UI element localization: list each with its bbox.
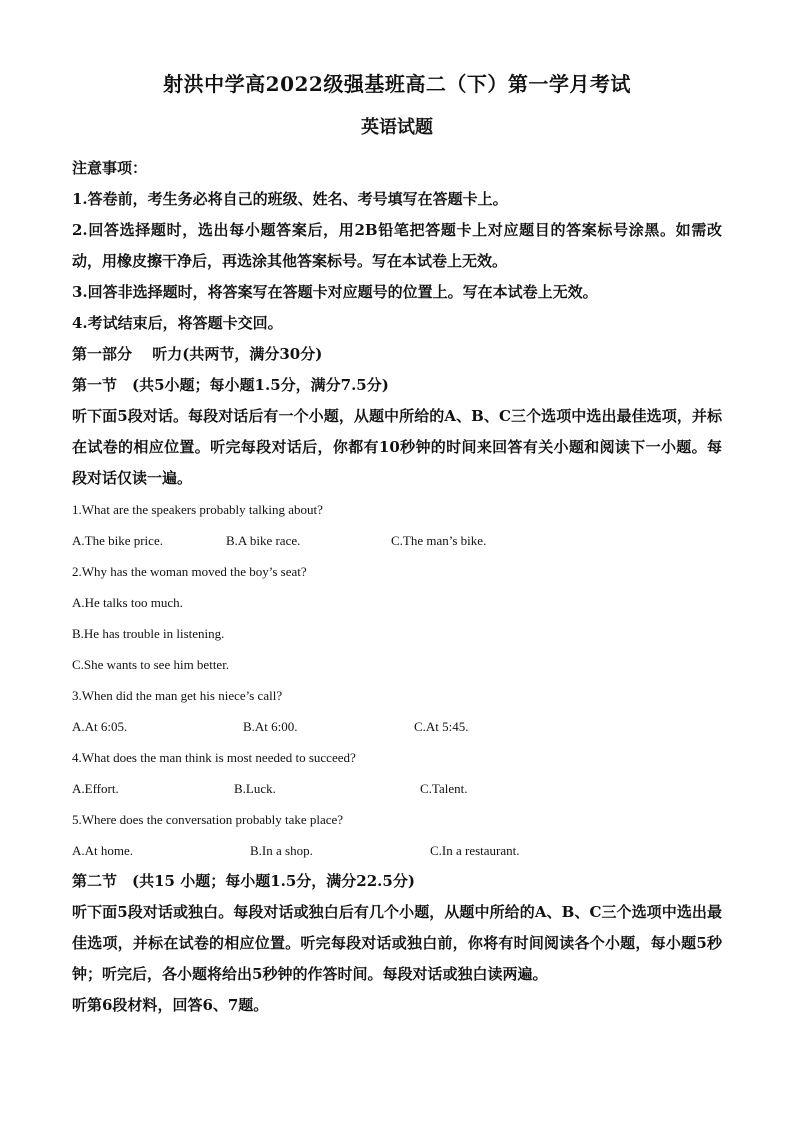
exam-subtitle: 英语试题 — [361, 117, 433, 138]
question-1-options — [72, 525, 722, 556]
option-a[interactable]: A.The bike price. — [72, 533, 163, 548]
question-1: 1.What are the speakers probably talking about? — [72, 502, 323, 517]
option-b[interactable]: B.He has trouble in listening. — [72, 626, 225, 641]
question-5-options — [72, 835, 722, 866]
question-2: 2.Why has the woman moved the boy’s seat? — [72, 564, 307, 579]
option-a[interactable]: A.At 6:05. — [72, 719, 128, 734]
option-c[interactable]: C.At 5:45. — [414, 719, 469, 734]
section2-heading: 第二节 (共15 小题；每小题1.5分，满分22.5分) — [72, 872, 415, 890]
material-6-heading: 听第6段材料，回答6、7题。 — [72, 996, 269, 1014]
section2-instructions: 听下面5段对话或独白。每段对话或独白后有几个小题，从题中所给的A、B、C三个选项中选出最佳选项，并标在试卷的相应位置。听完每段对话或独白前，你将有时间阅读各个小题，每小题5秒钟；听完后，各小题将给出5秒钟的作答时间。每段对话或独白读两遍。 — [72, 903, 722, 983]
option-c[interactable]: C.She wants to see him better. — [72, 657, 230, 672]
option-c[interactable]: C.In a restaurant. — [430, 843, 520, 858]
option-a[interactable]: A.At home. — [72, 843, 134, 858]
exam-title: 射洪中学高2022级强基班高二（下）第一学月考试 — [163, 72, 631, 96]
note-item: 1.答卷前，考生务必将自己的班级、姓名、考号填写在答题卡上。 — [72, 190, 508, 208]
option-b[interactable]: B.A bike race. — [226, 533, 301, 548]
question-5: 5.Where does the conversation probably take place? — [72, 812, 344, 827]
option-c[interactable]: C.Talent. — [420, 781, 468, 796]
note-item: 2.回答选择题时，选出每小题答案后，用2B铅笔把答题卡上对应题目的答案标号涂黑。如需改动，用橡皮擦干净后，再选涂其他答案标号。写在本试卷上无效。 — [72, 221, 722, 270]
option-b[interactable]: B.In a shop. — [250, 843, 313, 858]
question-3: 3.When did the man get his niece’s call? — [72, 688, 283, 703]
question-3-options — [72, 711, 722, 742]
note-item: 3.回答非选择题时，将答案写在答题卡对应题号的位置上。写在本试卷上无效。 — [72, 283, 598, 301]
option-c[interactable]: C.The man’s bike. — [391, 533, 487, 548]
exam-page — [72, 60, 722, 1021]
question-4-options — [72, 773, 722, 804]
note-item: 4.考试结束后，将答题卡交回。 — [72, 314, 283, 332]
option-a[interactable]: A.He talks too much. — [72, 595, 183, 610]
notes-heading: 注意事项： — [72, 159, 148, 177]
section1-heading: 第一节 (共5小题；每小题1.5分，满分7.5分) — [72, 376, 389, 394]
section1-instructions: 听下面5段对话。每段对话后有一个小题，从题中所给的A、B、C三个选项中选出最佳选项，并标在试卷的相应位置。听完每段对话后，你都有10秒钟的时间来回答有关小题和阅读下一小题。每段对话仅读一遍。 — [72, 407, 722, 487]
option-a[interactable]: A.Effort. — [72, 781, 119, 796]
question-4: 4.What does the man think is most needed to succeed? — [72, 750, 356, 765]
part1-heading: 第一部分 听力(共两节，满分30分) — [72, 345, 323, 363]
option-b[interactable]: B.At 6:00. — [243, 719, 298, 734]
option-b[interactable]: B.Luck. — [234, 781, 276, 796]
